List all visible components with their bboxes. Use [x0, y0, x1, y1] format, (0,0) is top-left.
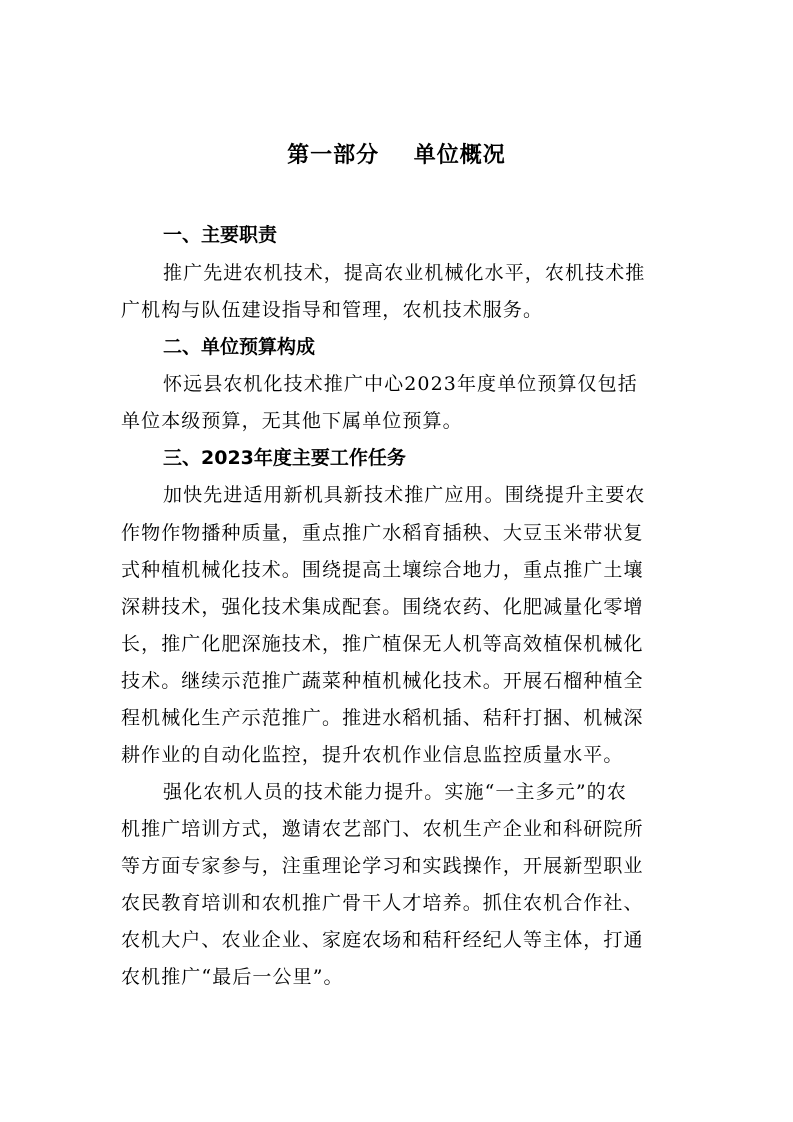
paragraph-line: 技术。继续示范推广蔬菜种植机械化技术。开展石榴种植全 — [121, 670, 644, 692]
paragraph-line: 长，推广化肥深施技术，推广植保无人机等高效植保机械化 — [121, 633, 644, 655]
paragraph-line: 农机大户、农业企业、家庭农场和秸秆经纪人等主体，打通 — [121, 929, 644, 951]
page-title: 第一部分 单位概况 — [287, 143, 506, 168]
paragraph-line: 单位本级预算，无其他下属单位预算。 — [121, 410, 463, 432]
section-heading-tasks: 三、2023年度主要工作任务 — [163, 447, 406, 469]
paragraph-line: 推广先进农机技术，提高农业机械化水平，农机技术推 — [163, 262, 646, 284]
section-heading-duties: 一、主要职责 — [163, 224, 278, 246]
paragraph-line: 农机推广“最后一公里”。 — [121, 966, 344, 988]
paragraph-line: 等方面专家参与，注重理论学习和实践操作，开展新型职业 — [121, 855, 644, 877]
paragraph-line: 强化农机人员的技术能力提升。实施“一主多元”的农 — [163, 781, 627, 803]
paragraph-line: 怀远县农机化技术推广中心2023年度单位预算仅包括 — [163, 373, 638, 395]
paragraph-line: 农民教育培训和农机推广骨干人才培养。抓住农机合作社、 — [121, 892, 644, 914]
section-heading-budget: 二、单位预算构成 — [163, 336, 316, 358]
paragraph-line: 加快先进适用新机具新技术推广应用。围绕提升主要农 — [163, 484, 646, 506]
paragraph-line: 深耕技术，强化技术集成配套。围绕农药、化肥减量化零增 — [121, 596, 644, 618]
paragraph-line: 机推广培训方式，邀请农艺部门、农机生产企业和科研院所 — [121, 818, 644, 840]
paragraph-line: 程机械化生产示范推广。推进水稻机插、秸秆打捆、机械深 — [121, 707, 644, 729]
paragraph-line: 耕作业的自动化监控，提升农机作业信息监控质量水平。 — [121, 744, 624, 766]
paragraph-line: 作物作物播种质量，重点推广水稻育插秧、大豆玉米带状复 — [121, 522, 644, 544]
paragraph-line: 广机构与队伍建设指导和管理，农机技术服务。 — [121, 299, 544, 321]
paragraph-line: 式种植机械化技术。围绕提高土壤综合地力，重点推广土壤 — [121, 559, 644, 581]
